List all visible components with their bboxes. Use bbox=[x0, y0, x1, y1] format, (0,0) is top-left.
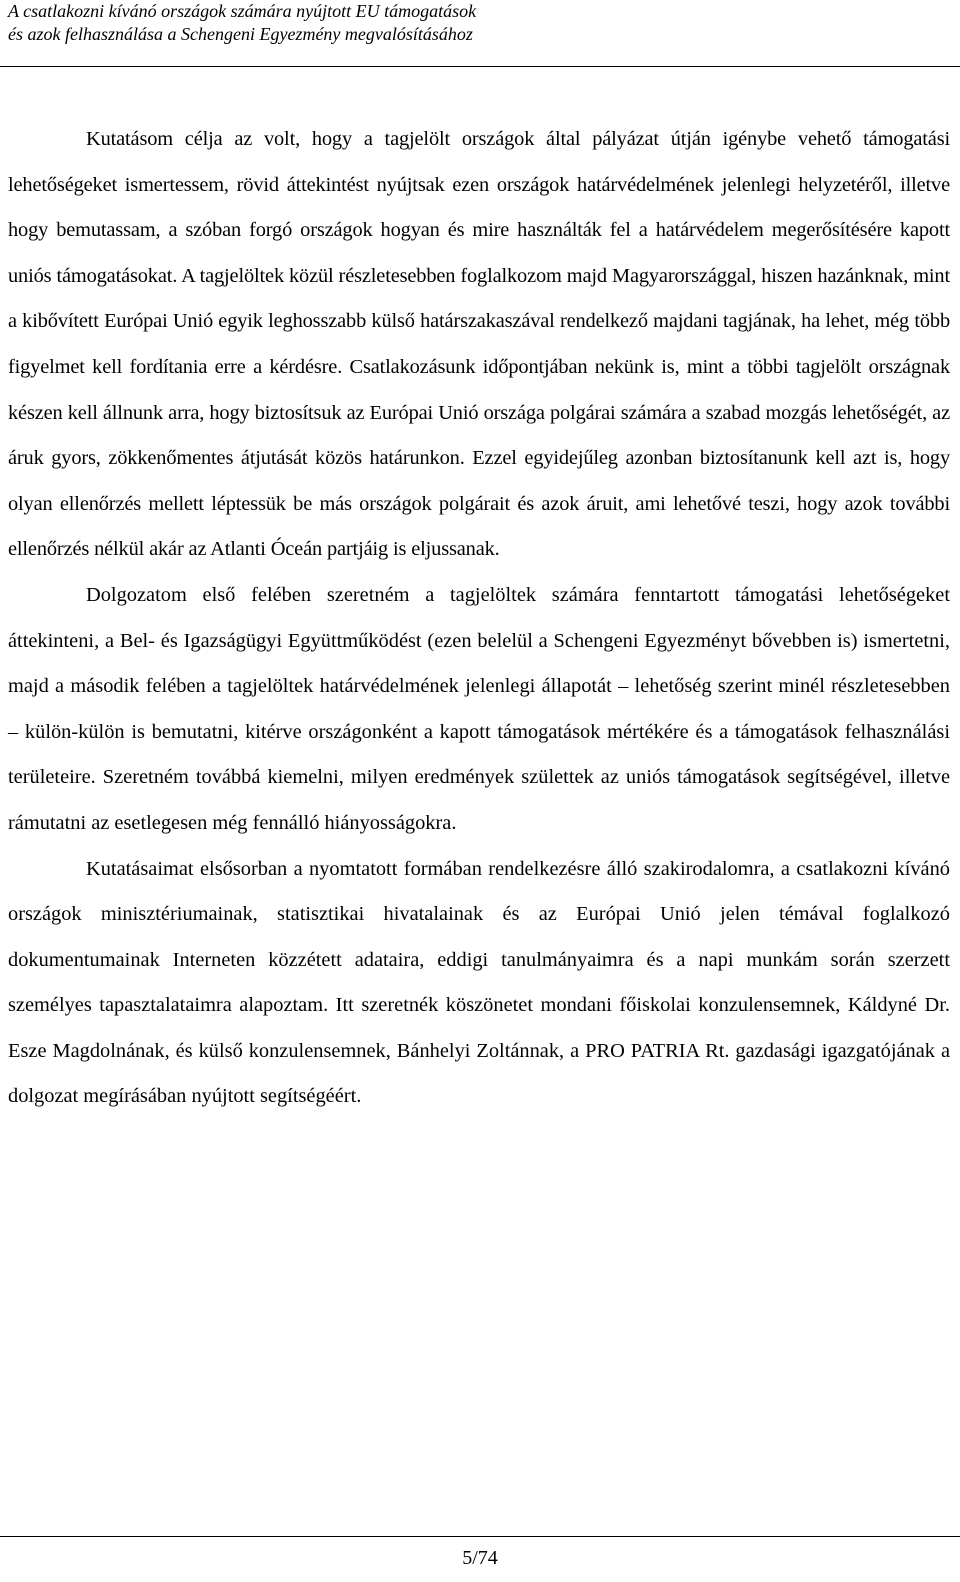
header-divider bbox=[0, 66, 960, 67]
running-header bbox=[8, 0, 952, 45]
footer-divider bbox=[0, 1536, 960, 1537]
page-number: 5/74 bbox=[462, 1547, 498, 1569]
paragraph-thesis-structure: Dolgozatom első felében szeretném a tagjelöltek számára fenntartott támogatási lehetőségeket áttekinteni, a Bel- és Igazságügyi Együttműködést (ezen belelül a Schengeni Egyezményt bővebben is) ismertetni, majd a második felében a tagjelöltek határvédelmének jelenlegi állapotát – lehetőség szerint minél részletesebben – külön-külön is bemutatni, kitérve országonként a kapott támogatások mértékére és a támogatások felhasználási területeire. Szeretném továbbá kiemelni, milyen eredmények születtek az uniós támogatások segítségével, illetve rámutatni az esetlegesen még fennálló hiányosságokra. bbox=[8, 583, 950, 834]
body-text bbox=[8, 117, 950, 1120]
header-line-2: és azok felhasználása a Schengeni Egyezmény megvalósításához bbox=[8, 23, 473, 44]
header-line-1: A csatlakozni kívánó országok számára nyújtott EU támogatások bbox=[8, 1, 477, 21]
paragraph-research-goal: Kutatásom célja az volt, hogy a tagjelölt országok által pályázat útján igénybe vehető támogatási lehetőségeket ismertessem, rövid áttekintést nyújtsak ezen országok határvédelmének jelenlegi helyzetéről, illetve hogy bemutassam, a szóban forgó országok hogyan és mire használták fel a határvédelem megerősítésére kapott uniós támogatásokat. A tagjelöltek közül részletesebben foglalkozom majd Magyarországgal, hiszen hazánknak, mint a kibővített Európai Unió egyik leghosszabb külső határszakaszával rendelkező majdani tagjának, ha lehet, még több figyelmet kell fordítania erre a kérdésre. Csatlakozásunk időpontjában nekünk is, mint a többi tagjelölt országnak készen kell állnunk arra, hogy biztosítsuk az Európai Unió országa polgárai számára a szabad mozgás lehetőségét, az áruk gyors, zökkenőmentes átjutását közös határunkon. Ezzel egyidejűleg azonban biztosítanunk kell azt is, hogy olyan ellenőrzés mellett léptessük be más országok polgárait és azok áruit, ami lehetővé teszi, hogy azok további ellenőrzés nélkül akár az Atlanti Óceán partjáig is eljussanak. bbox=[8, 128, 950, 561]
paragraph-sources-acknowledgements: Kutatásaimat elsősorban a nyomtatott formában rendelkezésre álló szakirodalomra, a csatlakozni kívánó országok minisztériumainak, statisztikai hivatalainak és az Európai Unió jelen témával foglalkozó dokumentumainak Interneten közzétett adataira, eddigi tanulmányaimra és a napi munkám során szerzett személyes tapasztalataimra alapoztam. Itt szeretnék köszönetet mondani főiskolai konzulensemnek, Káldyné Dr. Esze Magdolnának, és külső konzulensemnek, Bánhelyi Zoltánnak, a PRO PATRIA Rt. gazdasági igazgatójának a dolgozat megírásában nyújtott segítségéért. bbox=[8, 857, 950, 1108]
